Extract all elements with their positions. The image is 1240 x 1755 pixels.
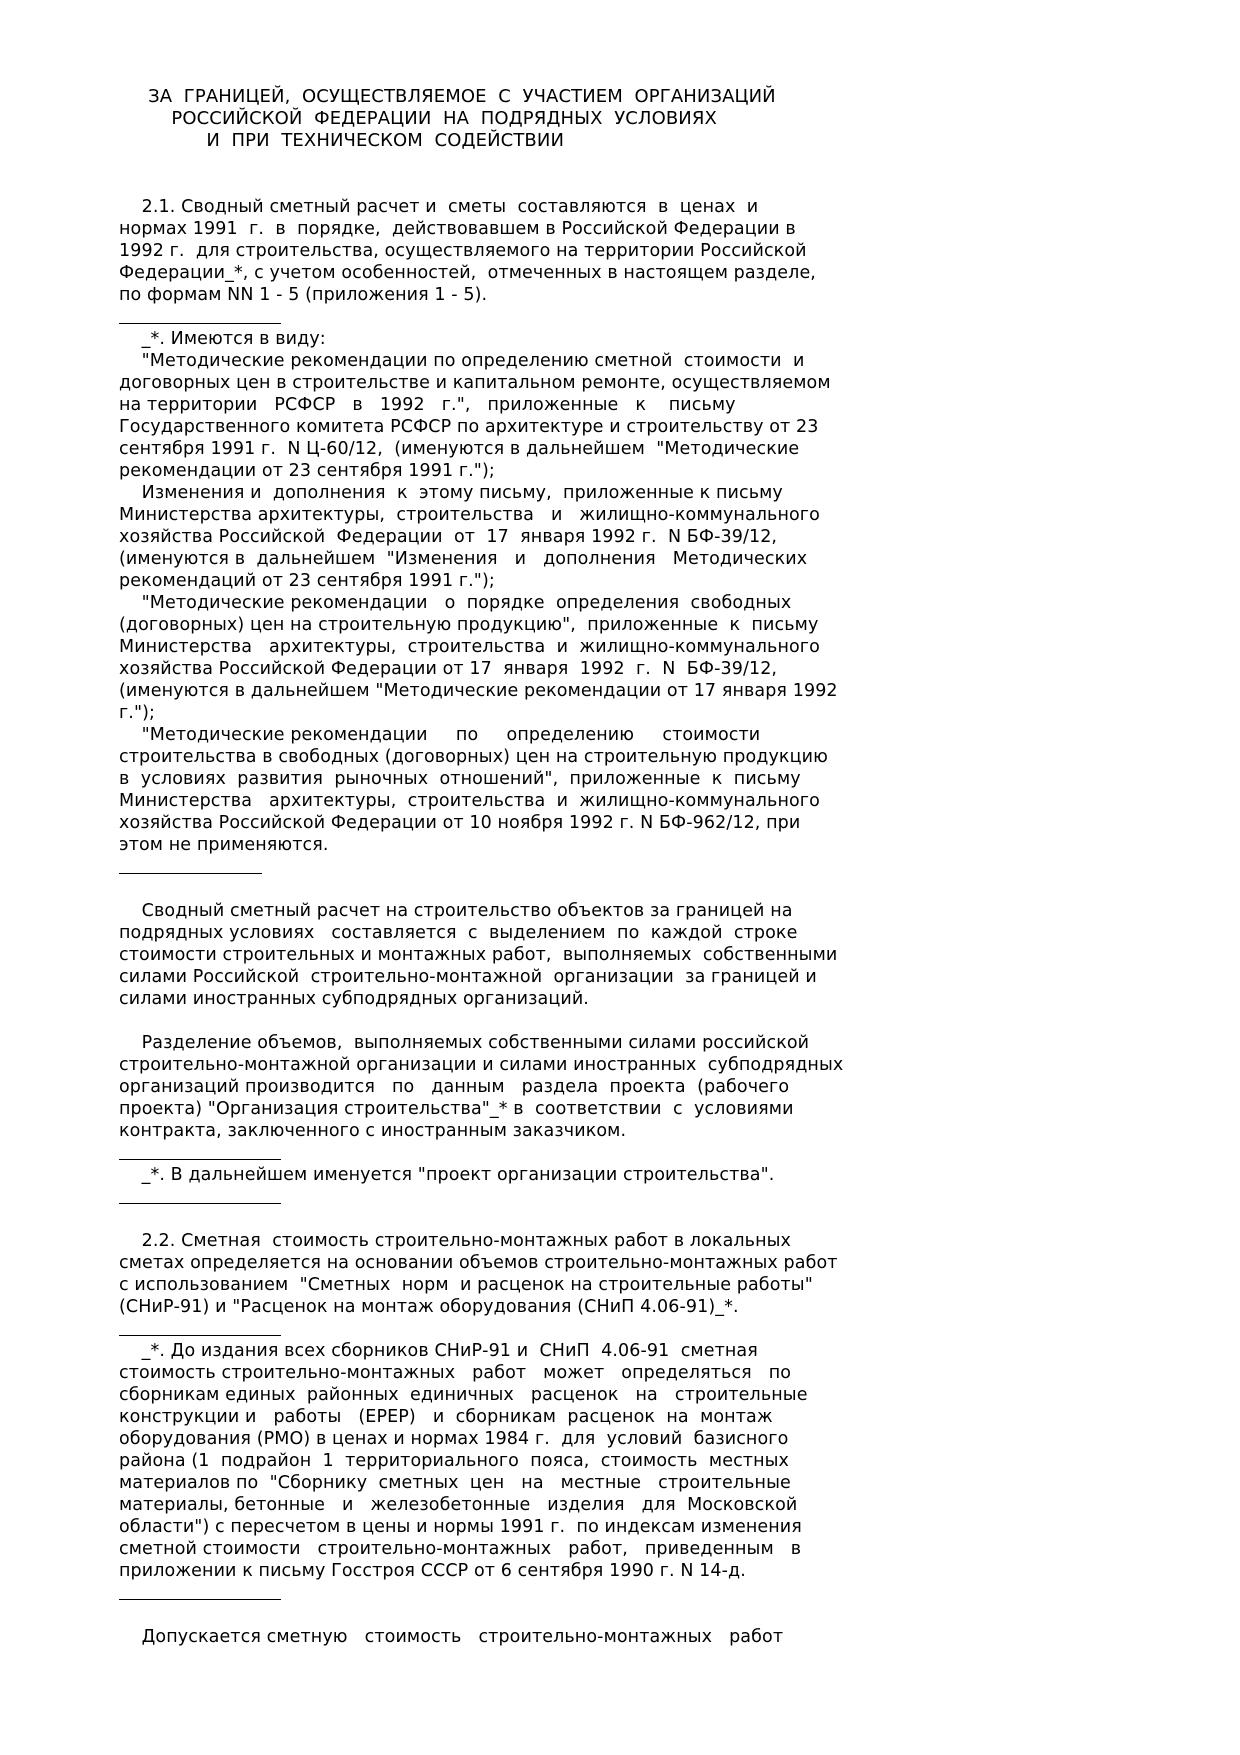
text-line: договорных цен в строительстве и капитальном ремонте, осуществляемом — [119, 373, 831, 393]
text-line: сентября 1991 г. N Ц-60/12, (именуются в дальнейшем "Методические — [119, 439, 800, 459]
text-line: стоимости строительных и монтажных работ, выполняемых собственными — [119, 945, 838, 965]
text-line: района (1 подрайон 1 территориального пояса, стоимость местных — [119, 1451, 790, 1471]
text-line: конструкции и работы (ЕРЕР) и сборникам расценок на монтаж — [119, 1407, 773, 1427]
text-line: Министерства архитектуры, строительства и жилищно-коммунального — [119, 791, 820, 811]
text-line: оборудования (РМО) в ценах и нормах 1984 г. для условий базисного — [119, 1429, 789, 1449]
text-line: _*. В дальнейшем именуется "проект организации строительства". — [119, 1165, 775, 1185]
paragraph-allowed — [119, 1626, 939, 1648]
text-line: строительства в свободных (договорных) цен на строительную продукцию — [119, 747, 828, 767]
text-line: хозяйства Российской Федерации от 10 ноября 1992 г. N БФ-962/12, при — [119, 813, 801, 833]
text-line: организаций производится по данным раздела проекта (рабочего — [119, 1077, 790, 1097]
text-line: сборникам единых районных единичных расценок на строительные — [119, 1385, 808, 1405]
footnote-2 — [119, 1164, 939, 1186]
text-line: области") с пересчетом в цены и нормы 1991 г. по индексам изменения — [119, 1517, 802, 1537]
text-line: (договорных) цен на строительную продукцию", приложенные к письму — [119, 615, 819, 635]
text-line: РОССИЙСКОЙ ФЕДЕРАЦИИ НА ПОДРЯДНЫХ УСЛОВИЯХ — [119, 108, 717, 129]
text-line: нормах 1991 г. в порядке, действовавшем в Российской Федерации в — [119, 219, 796, 239]
footnote-separator — [119, 1142, 939, 1164]
text-line: 1992 г. для строительства, осуществляемого на территории Российской — [119, 241, 807, 261]
text-line: приложении к письму Госстроя СССР от 6 сентября 1990 г. N 14-д. — [119, 1561, 746, 1581]
text-line: Разделение объемов, выполняемых собственными силами российской — [119, 1033, 810, 1053]
text-line: Изменения и дополнения к этому письму, приложенные к письму — [119, 483, 783, 503]
text-line: (именуются в дальнейшем "Методические рекомендации от 17 января 1992 — [119, 681, 838, 701]
text-line: Сводный сметный расчет на строительство объектов за границей на — [119, 901, 793, 921]
text-line: Государственного комитета РСФСР по архитектуре и строительству от 23 — [119, 417, 819, 437]
text-line: строительно-монтажной организации и силами иностранных субподрядных — [119, 1055, 844, 1075]
text-line: на территории РСФСР в 1992 г.", приложенные к письму — [119, 395, 736, 415]
text-line: И ПРИ ТЕХНИЧЕСКОМ СОДЕЙСТВИИ — [119, 130, 565, 151]
text-line: стоимость строительно-монтажных работ может определяться по — [119, 1363, 792, 1383]
text-line: в условиях развития рыночных отношений", приложенные к письму — [119, 769, 801, 789]
text-line: рекомендаций от 23 сентября 1991 г."); — [119, 571, 495, 591]
section-title — [119, 86, 939, 152]
text-line: _*. До издания всех сборников СНиР-91 и СНиП 4.06-91 сметная — [119, 1341, 758, 1361]
paragraph-division-volumes — [119, 1032, 939, 1142]
text-line: с использованием "Сметных норм и расценок на строительные работы" — [119, 1275, 813, 1295]
text-line: силами иностранных субподрядных организаций. — [119, 989, 589, 1009]
text-line: 2.1. Сводный сметный расчет и сметы составляются в ценах и — [119, 197, 759, 217]
text-line: сметах определяется на основании объемов строительно-монтажных работ — [119, 1253, 838, 1273]
text-line: материалы, бетонные и железобетонные изделия для Московской — [119, 1495, 798, 1515]
text-line: рекомендации от 23 сентября 1991 г."); — [119, 461, 495, 481]
text-line: по формам NN 1 - 5 (приложения 1 - 5). — [119, 285, 488, 305]
text-line: проекта) "Организация строительства"_* в соответствии с условиями — [119, 1099, 794, 1119]
text-line: Допускается сметную стоимость строительно-монтажных работ — [119, 1627, 784, 1647]
footnote-separator — [119, 856, 939, 878]
paragraph-2-1 — [119, 196, 939, 306]
text-line: (СНиР-91) и "Расценок на монтаж оборудования (СНиП 4.06-91)_*. — [119, 1297, 739, 1317]
footnote-separator — [119, 1582, 939, 1604]
footnote-separator — [119, 1318, 939, 1340]
footnote-separator — [119, 306, 939, 328]
text-line: _*. Имеются в виду: — [119, 329, 326, 349]
text-line: силами Российской строительно-монтажной организации за границей и — [119, 967, 817, 987]
text-line: 2.2. Сметная стоимость строительно-монтажных работ в локальных — [119, 1231, 792, 1251]
text-line: Федерации_*, с учетом особенностей, отмеченных в настоящем разделе, — [119, 263, 816, 283]
text-line: "Методические рекомендации о порядке определения свободных — [119, 593, 792, 613]
paragraph-2-2 — [119, 1230, 939, 1318]
paragraph-summary-estimate — [119, 900, 939, 1010]
text-line: г."); — [119, 703, 156, 723]
text-line: контракта, заключенного с иностранным заказчиком. — [119, 1121, 627, 1141]
text-line: хозяйства Российской Федерации от 17 января 1992 г. N БФ-39/12, — [119, 527, 778, 547]
text-line: сметной стоимости строительно-монтажных работ, приведенным в — [119, 1539, 802, 1559]
text-line: Министерства архитектуры, строительства и жилищно-коммунального — [119, 505, 820, 525]
text-line: "Методические рекомендации по определению стоимости — [119, 725, 761, 745]
text-line: хозяйства Российской Федерации от 17 января 1992 г. N БФ-39/12, — [119, 659, 778, 679]
text-line: (именуются в дальнейшем "Изменения и дополнения Методических — [119, 549, 808, 569]
footnote-3 — [119, 1340, 939, 1582]
text-line: подрядных условиях составляется с выделением по каждой строке — [119, 923, 798, 943]
footnote-separator — [119, 1186, 939, 1208]
document-page — [119, 86, 939, 1648]
text-line: "Методические рекомендации по определению сметной стоимости и — [119, 351, 805, 371]
text-line: материалов по "Сборнику сметных цен на местные строительные — [119, 1473, 791, 1493]
text-line: ЗА ГРАНИЦЕЙ, ОСУЩЕСТВЛЯЕМОЕ С УЧАСТИЕМ ОРГАНИЗАЦИЙ — [119, 86, 776, 107]
text-line: Министерства архитектуры, строительства и жилищно-коммунального — [119, 637, 820, 657]
text-line: этом не применяются. — [119, 835, 329, 855]
footnote-1 — [119, 328, 939, 856]
